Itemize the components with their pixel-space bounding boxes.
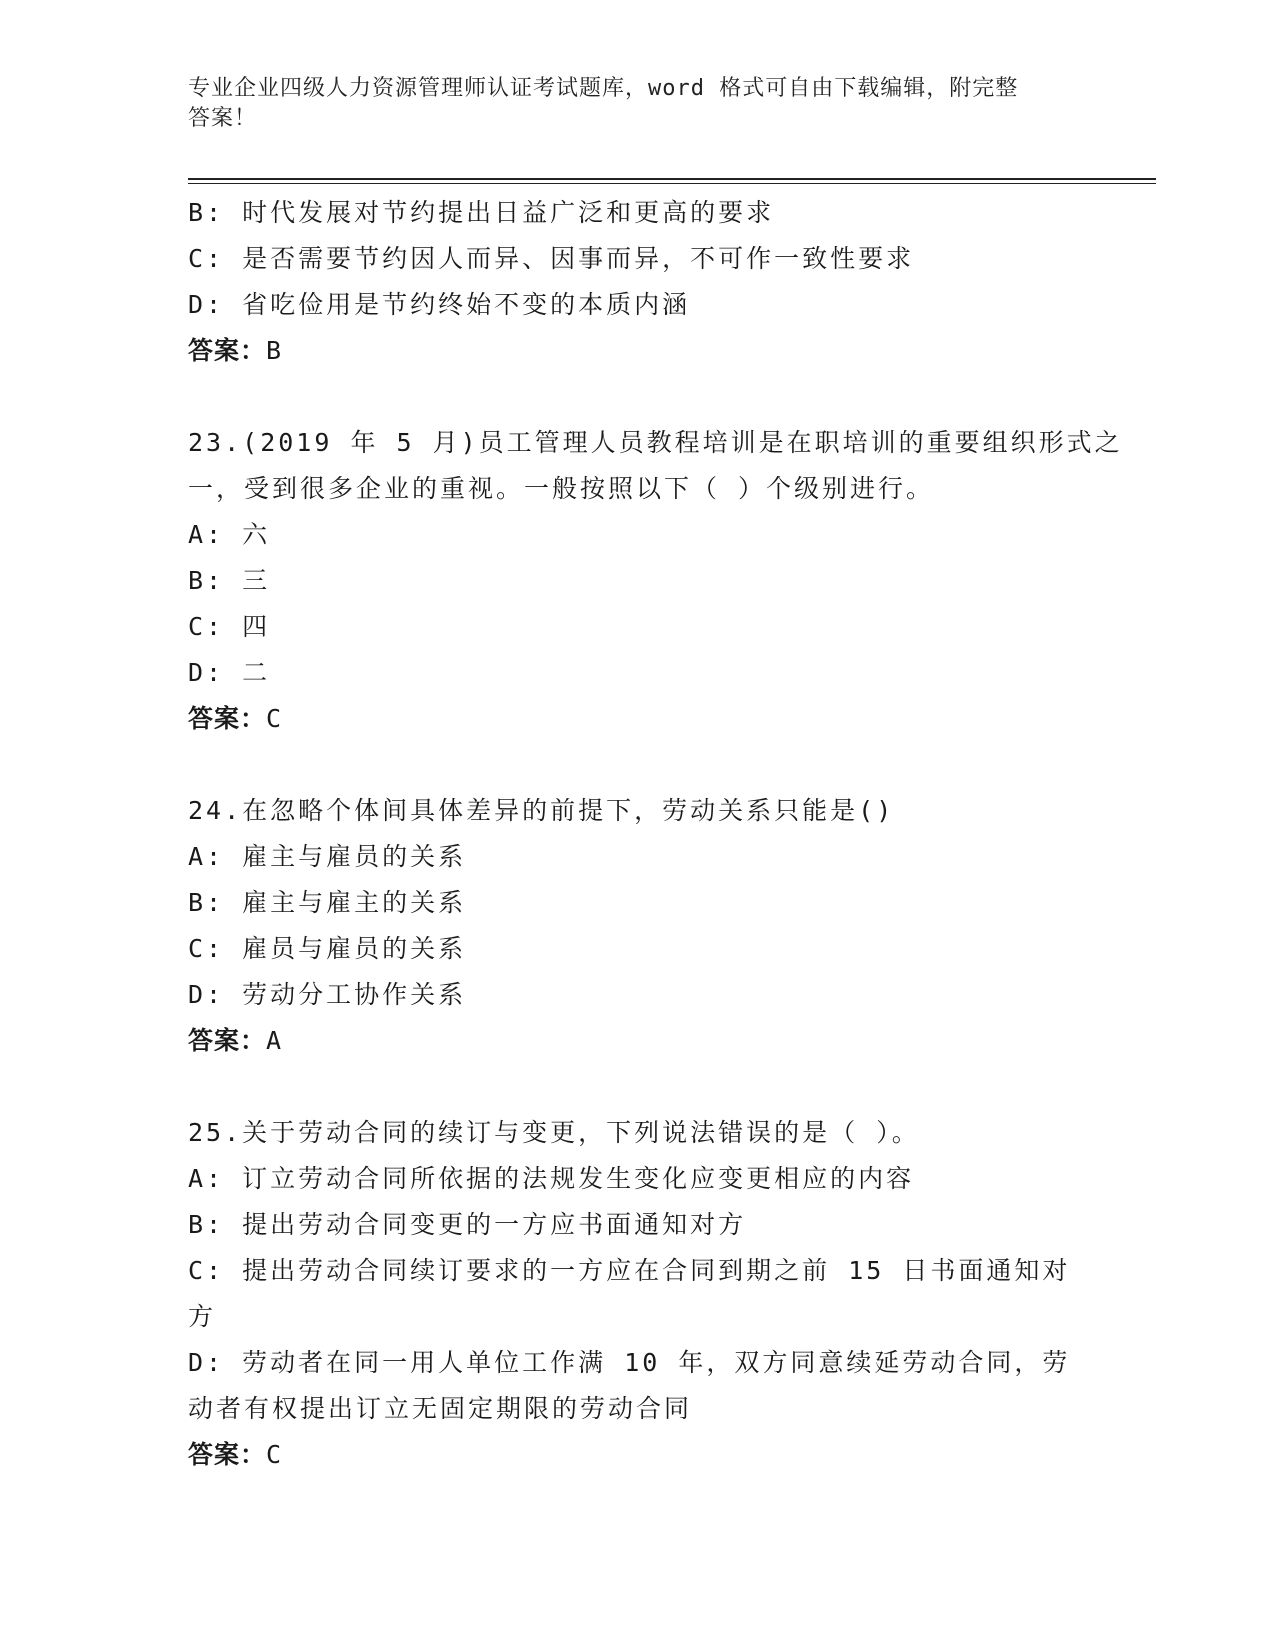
question-22 — [188, 190, 1088, 374]
answer-line — [188, 1432, 1088, 1478]
answer-value: C — [266, 1440, 283, 1469]
option-d: D: 劳动分工协作关系 — [188, 980, 467, 1009]
option-b: B: 三 — [188, 566, 271, 595]
option-d: D: 省吃俭用是节约终始不变的本质内涵 — [188, 290, 691, 319]
answer-label: 答案： — [188, 1440, 267, 1469]
spacer — [188, 1064, 1088, 1110]
option-c: C: 是否需要节约因人而异、因事而异，不可作一致性要求 — [188, 244, 915, 273]
answer-label: 答案： — [188, 1026, 267, 1055]
option-a: A: 六 — [188, 520, 271, 549]
option-b: B: 雇主与雇主的关系 — [188, 888, 467, 917]
option-d: D: 二 — [188, 658, 271, 687]
question-list — [188, 190, 1123, 1478]
option-c: C: 雇员与雇员的关系 — [188, 934, 467, 963]
question-23 — [188, 420, 1123, 742]
document-header — [188, 74, 1068, 134]
answer-line — [188, 328, 1088, 374]
option-a: A: 订立劳动合同所依据的法规发生变化应变更相应的内容 — [188, 1164, 915, 1193]
question-stem-line-1: 23.(2019 年 5 月)员工管理人员教程培训是在职培训的重要组织形式之 — [188, 428, 1123, 457]
answer-value: B — [266, 336, 283, 365]
header-line-2: 答案！ — [188, 106, 258, 131]
header-divider-thick — [188, 178, 1156, 180]
option-d-line-1: D: 劳动者在同一用人单位工作满 10 年，双方同意续延劳动合同，劳 — [188, 1348, 1071, 1377]
answer-line — [188, 696, 1088, 742]
question-24 — [188, 788, 1088, 1064]
answer-label: 答案： — [188, 704, 267, 733]
question-stem-line-2: 一，受到很多企业的重视。一般按照以下（ ）个级别进行。 — [188, 474, 935, 503]
option-c-line-2: 方 — [188, 1302, 217, 1331]
option-c-line-1: C: 提出劳动合同续订要求的一方应在合同到期之前 15 日书面通知对 — [188, 1256, 1071, 1285]
option-b: B: 时代发展对节约提出日益广泛和更高的要求 — [188, 198, 775, 227]
spacer — [188, 742, 1088, 788]
header-divider-thin — [188, 183, 1156, 184]
answer-value: C — [266, 704, 283, 733]
answer-line — [188, 1018, 1088, 1064]
option-c: C: 四 — [188, 612, 271, 641]
option-a: A: 雇主与雇员的关系 — [188, 842, 467, 871]
header-line-1: 专业企业四级人力资源管理师认证考试题库，word 格式可自由下载编辑，附完整 — [188, 76, 1019, 101]
option-b: B: 提出劳动合同变更的一方应书面通知对方 — [188, 1210, 747, 1239]
option-d-line-2: 动者有权提出订立无固定期限的劳动合同 — [188, 1394, 693, 1423]
answer-value: A — [266, 1026, 283, 1055]
question-stem: 24.在忽略个体间具体差异的前提下，劳动关系只能是() — [188, 796, 895, 825]
answer-label: 答案： — [188, 336, 267, 365]
question-25 — [188, 1110, 1088, 1478]
spacer — [188, 374, 1088, 420]
question-stem: 25.关于劳动合同的续订与变更，下列说法错误的是（ ）。 — [188, 1118, 920, 1147]
